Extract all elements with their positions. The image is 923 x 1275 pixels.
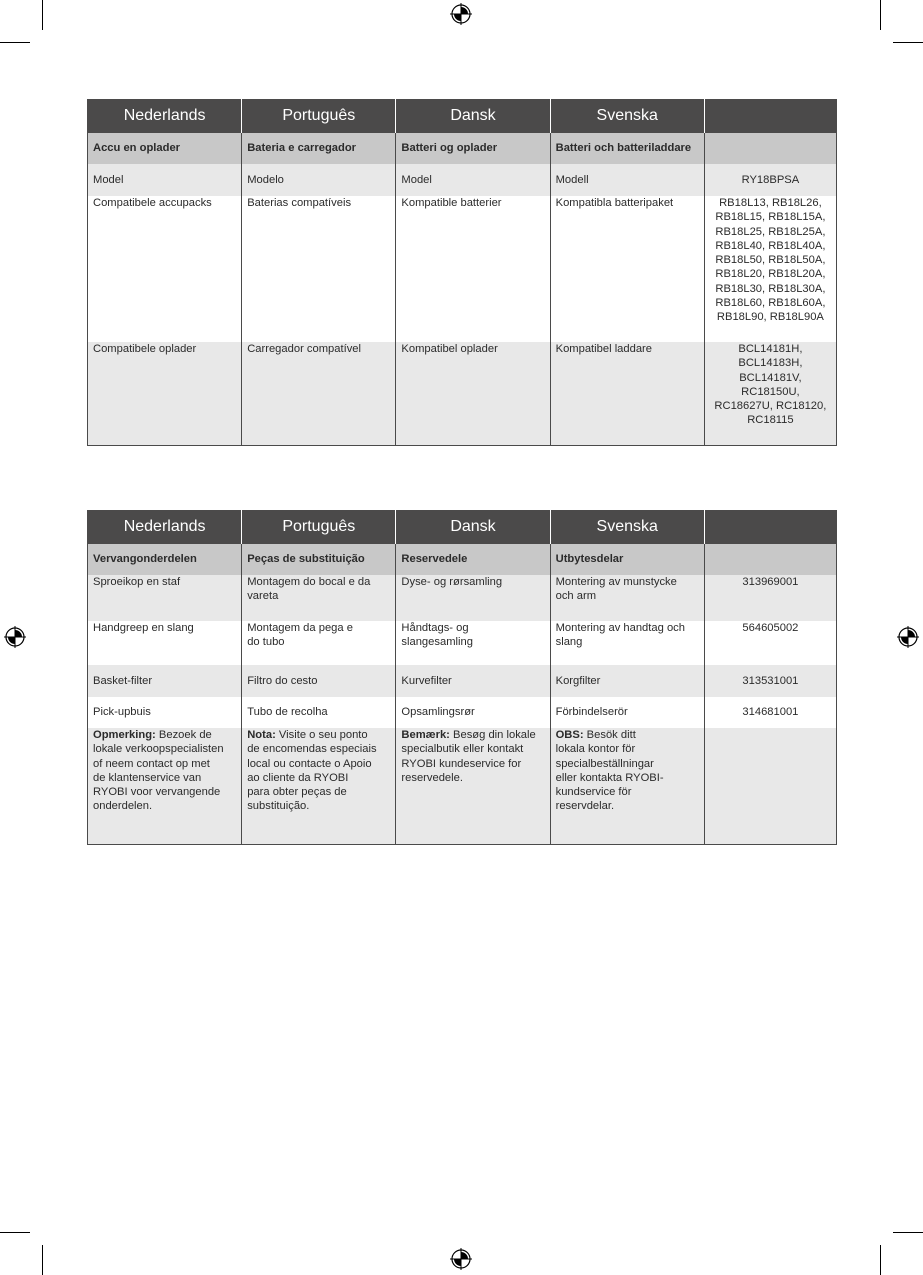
note-text: Besök ditt lokala kontor för specialbeställningar eller kontakta RYOBI- kundservice för reservdelar.	[555, 729, 664, 813]
header-nederlands: Nederlands	[88, 510, 242, 544]
cell-pt: Filtro do cesto	[242, 665, 396, 697]
section-title-nl: Accu en oplader	[88, 133, 242, 164]
note-label: OBS:	[555, 729, 584, 741]
section-title-row	[88, 544, 837, 575]
header-portugues: Português	[242, 510, 396, 544]
cell-da: Model	[396, 164, 550, 196]
cell-pt: Modelo	[242, 164, 396, 196]
section-title-value	[704, 133, 836, 164]
table-row	[88, 342, 837, 445]
cell-da: Opsamlingsrør	[396, 697, 550, 728]
crop-mark-icon	[893, 42, 923, 43]
battery-charger-table	[87, 99, 837, 446]
cell-pt: Montagem do bocal e da vareta	[242, 575, 396, 621]
table-row	[88, 164, 837, 196]
cell-da: Kompatible batterier	[396, 196, 550, 342]
note-da	[396, 728, 550, 844]
crop-mark-icon	[0, 42, 30, 43]
table-row	[88, 697, 837, 728]
section-title-value	[704, 544, 836, 575]
model-value: RY18BPSA	[704, 164, 836, 196]
section-title-da: Reservedele	[396, 544, 550, 575]
header-blank	[704, 510, 836, 544]
cell-pt: Tubo de recolha	[242, 697, 396, 728]
note-nl	[88, 728, 242, 844]
language-header-row	[88, 99, 837, 133]
cell-pt: Montagem da pega e do tubo	[242, 621, 396, 665]
header-nederlands: Nederlands	[88, 99, 242, 133]
cell-sv: Montering av munstycke och arm	[550, 575, 704, 621]
cell-sv: Montering av handtag och slang	[550, 621, 704, 665]
crop-mark-icon	[893, 1232, 923, 1233]
cell-nl: Pick-upbuis	[88, 697, 242, 728]
table-row	[88, 196, 837, 342]
note-blank	[704, 728, 836, 844]
cell-nl: Model	[88, 164, 242, 196]
registration-target-icon	[450, 1248, 472, 1270]
cell-da: Kurvefilter	[396, 665, 550, 697]
header-dansk: Dansk	[396, 510, 550, 544]
cell-nl: Compatibele oplader	[88, 342, 242, 445]
table-row	[88, 575, 837, 621]
header-dansk: Dansk	[396, 99, 550, 133]
header-portugues: Português	[242, 99, 396, 133]
cell-sv: Modell	[550, 164, 704, 196]
replacement-parts-table	[87, 510, 837, 845]
note-sv	[550, 728, 704, 844]
note-pt	[242, 728, 396, 844]
section-title-nl: Vervangonderdelen	[88, 544, 242, 575]
cell-nl: Basket-filter	[88, 665, 242, 697]
note-label: Nota:	[247, 729, 276, 741]
cell-pt: Baterias compatíveis	[242, 196, 396, 342]
crop-mark-icon	[880, 0, 881, 30]
part-number: 564605002	[704, 621, 836, 665]
note-label: Bemærk:	[401, 729, 450, 741]
cell-da: Dyse- og rørsamling	[396, 575, 550, 621]
cell-nl: Handgreep en slang	[88, 621, 242, 665]
part-number: 314681001	[704, 697, 836, 728]
note-row	[88, 728, 837, 844]
cell-sv: Kompatibla batteripaket	[550, 196, 704, 342]
compatible-charger-value: BCL14181H, BCL14183H, BCL14181V, RC18150U, RC18627U, RC18120, RC18115	[704, 342, 836, 445]
language-header-row	[88, 510, 837, 544]
cell-sv: Kompatibel laddare	[550, 342, 704, 445]
section-title-da: Batteri og oplader	[396, 133, 550, 164]
part-number: 313531001	[704, 665, 836, 697]
header-svenska: Svenska	[550, 99, 704, 133]
note-text: Besøg din lokale specialbutik eller kontakt RYOBI kundeservice for reservedele.	[401, 729, 536, 784]
note-label: Opmerking:	[93, 729, 156, 741]
cell-nl: Sproeikop en staf	[88, 575, 242, 621]
part-number: 313969001	[704, 575, 836, 621]
cell-da: Kompatibel oplader	[396, 342, 550, 445]
compatible-batteries-value: RB18L13, RB18L26, RB18L15, RB18L15A, RB18L25, RB18L25A, RB18L40, RB18L40A, RB18L50, RB18L50A, RB18L20, RB18L20A, RB18L30, RB18L30A, RB18L60, RB18L60A, RB18L90, RB18L90A	[704, 196, 836, 342]
cell-sv: Korgfilter	[550, 665, 704, 697]
cell-pt: Carregador compatível	[242, 342, 396, 445]
registration-target-icon	[897, 626, 919, 648]
registration-target-icon	[4, 626, 26, 648]
cell-da: Håndtags- og slangesamling	[396, 621, 550, 665]
crop-mark-icon	[42, 0, 43, 30]
cell-sv: Förbindelserör	[550, 697, 704, 728]
section-title-row	[88, 133, 837, 164]
section-title-pt: Bateria e carregador	[242, 133, 396, 164]
registration-target-icon	[450, 3, 472, 25]
header-blank	[704, 99, 836, 133]
section-title-sv: Utbytesdelar	[550, 544, 704, 575]
header-svenska: Svenska	[550, 510, 704, 544]
table-row	[88, 665, 837, 697]
note-text: Visite o seu ponto de encomendas especiais local ou contacte o Apoio ao cliente da RYOBI para obter peças de substituição.	[247, 729, 377, 813]
section-title-sv: Batteri och batteriladdare	[550, 133, 704, 164]
section-title-pt: Peças de substituição	[242, 544, 396, 575]
table-row	[88, 621, 837, 665]
cell-nl: Compatibele accupacks	[88, 196, 242, 342]
note-text: Bezoek de lokale verkoopspecialisten of neem contact op met de klantenservice van RYOBI voor vervangende onderdelen.	[93, 729, 224, 813]
crop-mark-icon	[0, 1232, 30, 1233]
crop-mark-icon	[42, 1245, 43, 1275]
crop-mark-icon	[880, 1245, 881, 1275]
